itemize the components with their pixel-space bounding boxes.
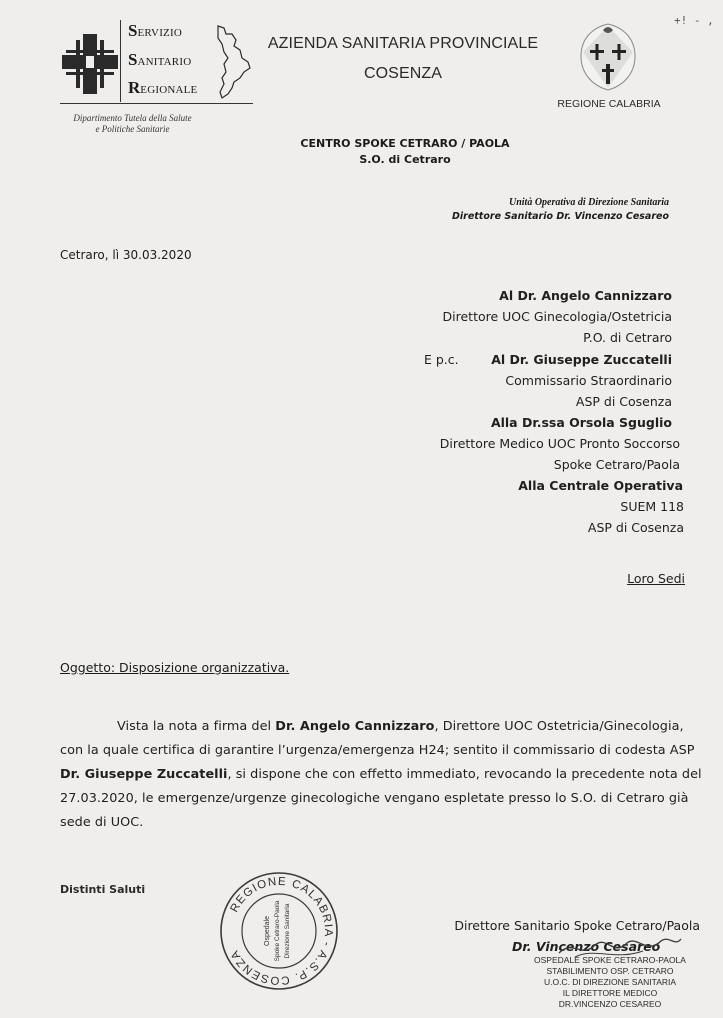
ssr-line-2: SANITARIO bbox=[128, 50, 192, 69]
calabria-map-icon bbox=[212, 24, 254, 100]
department-line-2: e Politiche Sanitarie bbox=[95, 124, 170, 134]
round-stamp bbox=[218, 870, 340, 992]
recipient-2: P.O. di Cetraro bbox=[583, 330, 672, 345]
logo-divider bbox=[120, 20, 121, 102]
round-stamp-ring-text: REGIONE CALABRIA - A.S.P. COSENZA bbox=[228, 875, 335, 987]
recipient-7: Direttore Medico UOC Pronto Soccorso bbox=[439, 436, 680, 451]
corner-mark: +! - , bbox=[674, 14, 714, 27]
region-label: REGIONE CALABRIA bbox=[557, 98, 661, 110]
recipient-3: Al Dr. Giuseppe Zuccatelli bbox=[491, 352, 672, 367]
ssr-line-1: SERVIZIO bbox=[128, 21, 182, 40]
signature-title: Direttore Sanitario Spoke Cetraro/Paola bbox=[454, 918, 700, 933]
recipient-11: ASP di Cosenza bbox=[587, 520, 684, 535]
signature-name: Dr. Vincenzo Cesareo bbox=[512, 939, 661, 954]
round-stamp-inner-3: Direzione Sanitaria bbox=[284, 903, 291, 959]
header-rule bbox=[60, 103, 253, 104]
ssr-cross-logo bbox=[62, 34, 118, 94]
rect-stamp-line-3: U.O.C. DI DIREZIONE SANITARIA bbox=[543, 977, 677, 987]
body-line-2: con la quale certifica di garantire l’urgenza/emergenza H24; sentito il commissario di codesta ASP bbox=[60, 743, 695, 758]
ssr-line-3: REGIONALE bbox=[128, 78, 198, 97]
direction-unit: Unità Operativa di Direzione Sanitaria bbox=[508, 197, 669, 208]
recipient-5: ASP di Cosenza bbox=[575, 394, 672, 409]
center-line-1: CENTRO SPOKE CETRARO / PAOLA bbox=[300, 137, 510, 150]
rect-stamp-line-1: OSPEDALE SPOKE CETRARO-PAOLA bbox=[534, 955, 686, 965]
greeting: Distinti Saluti bbox=[60, 883, 146, 896]
recipient-8: Spoke Cetraro/Paola bbox=[553, 457, 680, 472]
svg-text:REGIONE CALABRIA - A.S.P. COSE bbox=[229, 876, 335, 986]
direction-director: Direttore Sanitario Dr. Vincenzo Cesareo bbox=[452, 211, 669, 222]
body-line-1: Vista la nota a firma del Dr. Angelo Cannizzaro, Direttore UOC Ostetricia/Ginecologia, bbox=[117, 719, 684, 734]
recipient-1: Direttore UOC Ginecologia/Ostetricia bbox=[442, 309, 672, 324]
round-stamp-inner-2: Spoke Cetraro-Paola bbox=[274, 900, 281, 962]
round-stamp-inner-1: Ospedale bbox=[264, 916, 271, 946]
subject-line: Oggetto: Disposizione organizzativa. bbox=[60, 660, 290, 675]
rect-stamp-line-2: STABILIMENTO OSP. CETRARO bbox=[546, 966, 674, 976]
body-line-4: 27.03.2020, le emergenze/urgenze ginecologiche vengano espletate presso lo S.O. di Cetraro già bbox=[60, 791, 689, 806]
body-line-3: Dr. Giuseppe Zuccatelli, si dispone che con effetto immediato, revocando la precedente nota del bbox=[60, 767, 702, 782]
recipient-6: Alla Dr.ssa Orsola Sguglio bbox=[490, 415, 672, 430]
asp-title-line-2: COSENZA bbox=[363, 65, 443, 82]
body-paragraph bbox=[60, 715, 700, 835]
regione-calabria-emblem bbox=[577, 22, 639, 92]
rect-stamp bbox=[515, 955, 705, 1010]
asp-title-line-1: AZIENDA SANITARIA PROVINCIALE bbox=[267, 35, 539, 52]
body-line-5: sede di UOC. bbox=[60, 815, 144, 830]
recipient-10: SUEM 118 bbox=[620, 499, 684, 514]
date-line: Cetraro, lì 30.03.2020 bbox=[60, 248, 192, 262]
cc-label: E p.c. bbox=[424, 352, 459, 367]
closing-place: Loro Sedi bbox=[627, 571, 685, 586]
rect-stamp-line-5: DR.VINCENZO CESAREO bbox=[558, 999, 662, 1009]
recipient-9: Alla Centrale Operativa bbox=[518, 478, 683, 493]
rect-stamp-line-4: IL DIRETTORE MEDICO bbox=[562, 988, 658, 998]
department-line-1: Dipartimento Tutela della Salute bbox=[73, 113, 192, 123]
recipient-4: Commissario Straordinario bbox=[505, 373, 672, 388]
center-line-2: S.O. di Cetraro bbox=[359, 153, 451, 166]
recipient-0: Al Dr. Angelo Cannizzaro bbox=[499, 288, 672, 303]
